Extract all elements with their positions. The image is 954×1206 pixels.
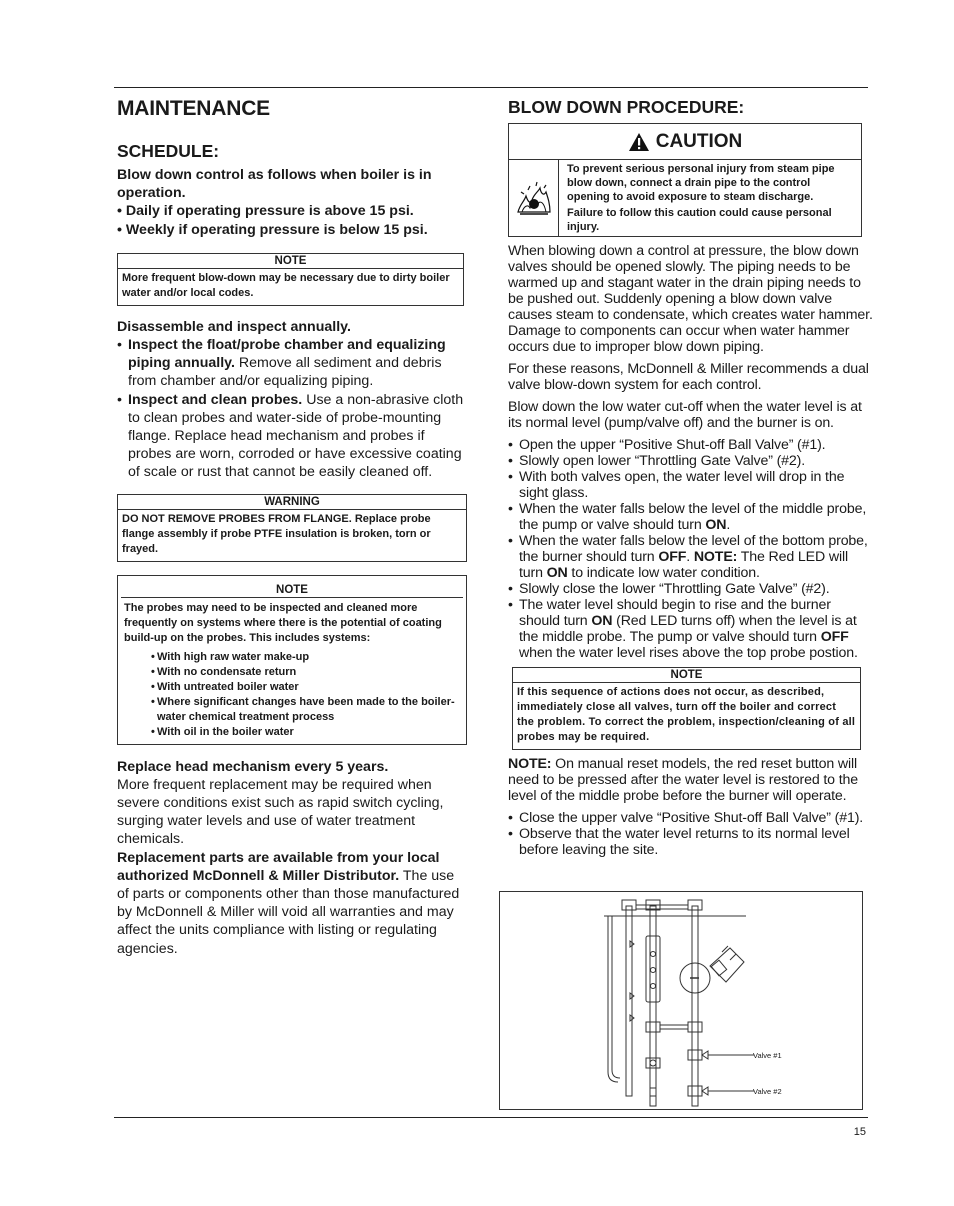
warning-body: DO NOT REMOVE PROBES FROM FLANGE. Replace probe flange assembly if probe PTFE insulation is broken, torn or frayed. xyxy=(122,512,431,555)
warning-heading: WARNING xyxy=(118,495,466,510)
note-box xyxy=(117,575,467,745)
list-item: • Inspect and clean probes. Use a non-abrasive cloth to clean probes and water-side of probe-mounting flange. Replace head mechanism and probes if probes are worn, corroded or have excessive coating of scale or rust that cannot be easily cleaned off. xyxy=(117,391,467,482)
bottom-rule xyxy=(114,1117,868,1118)
list-item: • Slowly open lower “Throttling Gate Valve” (#2). xyxy=(508,453,874,469)
list-item: • With oil in the boiler water xyxy=(151,725,464,740)
list-item: • With both valves open, the water level will drop in the sight glass. xyxy=(508,469,874,501)
list-item: • Close the upper valve “Positive Shut-off Ball Valve” (#1). xyxy=(508,810,874,826)
caution-box xyxy=(508,123,862,237)
list-item: • With untreated boiler water xyxy=(151,680,464,695)
schedule-intro: Blow down control as follows when boiler is in operation. xyxy=(117,167,432,202)
list-item: • Open the upper “Positive Shut-off Ball Valve” (#1). xyxy=(508,437,874,453)
schedule-heading: SCHEDULE: xyxy=(117,141,220,161)
steam-burn-icon xyxy=(514,180,554,216)
valve-1-label: Valve #1 xyxy=(753,1051,782,1060)
inspect-list xyxy=(117,336,467,482)
top-rule xyxy=(114,87,868,88)
page-number: 15 xyxy=(853,1126,866,1138)
replace-section xyxy=(117,758,467,958)
list-item: • With high raw water make-up xyxy=(151,650,464,665)
list-item: • Observe that the water level returns to its normal level before leaving the site. xyxy=(508,826,874,858)
steps-list xyxy=(508,437,874,661)
replace-heading: Replace head mechanism every 5 years. xyxy=(117,758,389,775)
caution-text-1: To prevent serious personal injury from steam pipe blow down, connect a drain pipe to the control opening to avoid exposure to steam discharge. xyxy=(567,163,835,203)
piping-diagram-illustration xyxy=(500,892,862,1109)
final-steps-list xyxy=(508,810,874,858)
paragraph: When blowing down a control at pressure, the blow down valves should be opened slowly. The piping needs to be warmed up and stagant water in the drain piping needs to be pushed out. Suddenly opening a blow down valve causes steam to condensate, which creates water hammer. Damage to components can occur when water hammer occurs due to improper blow down piping. xyxy=(508,243,873,355)
parts-text: Replacement parts are available from your local authorized McDonnell & Miller Distributor. The use of parts or components other than those manufactured by McDonnell & Miller will void all warranties and may affect the units compliance with listing or regulating agencies. xyxy=(117,849,460,957)
schedule-item: • Weekly if operating pressure is below 15 psi. xyxy=(117,221,428,238)
replace-text: More frequent replacement may be required when severe conditions exist such as rapid switch cycling, surging water levels and use of water treatment chemicals. xyxy=(117,776,444,848)
caution-icon-cell xyxy=(509,160,559,236)
caution-body xyxy=(509,160,861,236)
paragraph: Blow down the low water cut-off when the water level is at its normal level (pump/valve off) and the burner is on. xyxy=(508,399,862,431)
page-title: MAINTENANCE xyxy=(117,97,270,120)
note-list xyxy=(151,650,464,740)
note-heading: NOTE xyxy=(121,583,463,598)
valve-2-label: Valve #2 xyxy=(753,1087,782,1096)
note-heading: NOTE xyxy=(118,254,463,269)
caution-text xyxy=(559,160,861,236)
warning-triangle-icon xyxy=(628,132,650,152)
list-item: • Inspect the float/probe chamber and equalizing piping annually. Remove all sediment and debris from chamber and/or equalizing piping. xyxy=(117,336,467,391)
note-heading: NOTE xyxy=(513,668,860,683)
caution-title: CAUTION xyxy=(655,130,743,152)
warning-box xyxy=(117,494,467,562)
list-item: • With no condensate return xyxy=(151,665,464,680)
paragraph: For these reasons, McDonnell & Miller recommends a dual valve blow-down system for each control. xyxy=(508,361,869,393)
note-body: More frequent blow-down may be necessary due to dirty boiler water and/or local codes. xyxy=(122,271,450,299)
list-item: • Slowly close the lower “Throttling Gate Valve” (#2). xyxy=(508,581,874,597)
note-body: If this sequence of actions does not occur, as described, immediately close all valves, turn off the boiler and correct the problem. To correct the problem, inspection/cleaning of all probes may be required. xyxy=(517,686,856,743)
caution-text-2: Failure to follow this caution could cause personal injury. xyxy=(567,207,832,233)
list-item: • When the water falls below the level of the middle probe, the pump or valve should turn ON. xyxy=(508,501,874,533)
schedule-block xyxy=(117,166,467,239)
piping-diagram xyxy=(499,891,863,1110)
list-item: • The water level should begin to rise and the burner should turn ON (Red LED turns off) when the level is at the middle probe. The pump or valve should turn OFF when the water level rises above the top probe postion. xyxy=(508,597,874,661)
caution-title-row xyxy=(509,124,861,160)
schedule-item: • Daily if operating pressure is above 15 psi. xyxy=(117,203,414,220)
right-column xyxy=(508,97,874,858)
list-item: • When the water falls below the level of the bottom probe, the burner should turn OFF. NOTE: The Red LED will turn ON to indicate low water condition. xyxy=(508,533,874,581)
inspect-heading: Disassemble and inspect annually. xyxy=(117,318,351,335)
manual-reset-note: NOTE: On manual reset models, the red reset button will need to be pressed after the water level is restored to the level of the middle probe before the burner will operate. xyxy=(508,756,858,804)
note-body: The probes may need to be inspected and cleaned more frequently on systems where there is the potential of coating build-up on the probes. This includes systems: xyxy=(124,601,442,644)
note-box xyxy=(117,253,464,306)
note-box xyxy=(512,667,861,750)
left-column xyxy=(117,97,467,958)
blowdown-heading: BLOW DOWN PROCEDURE: xyxy=(508,97,745,117)
list-item: • Where significant changes have been made to the boiler-water chemical treatment process xyxy=(151,695,464,725)
